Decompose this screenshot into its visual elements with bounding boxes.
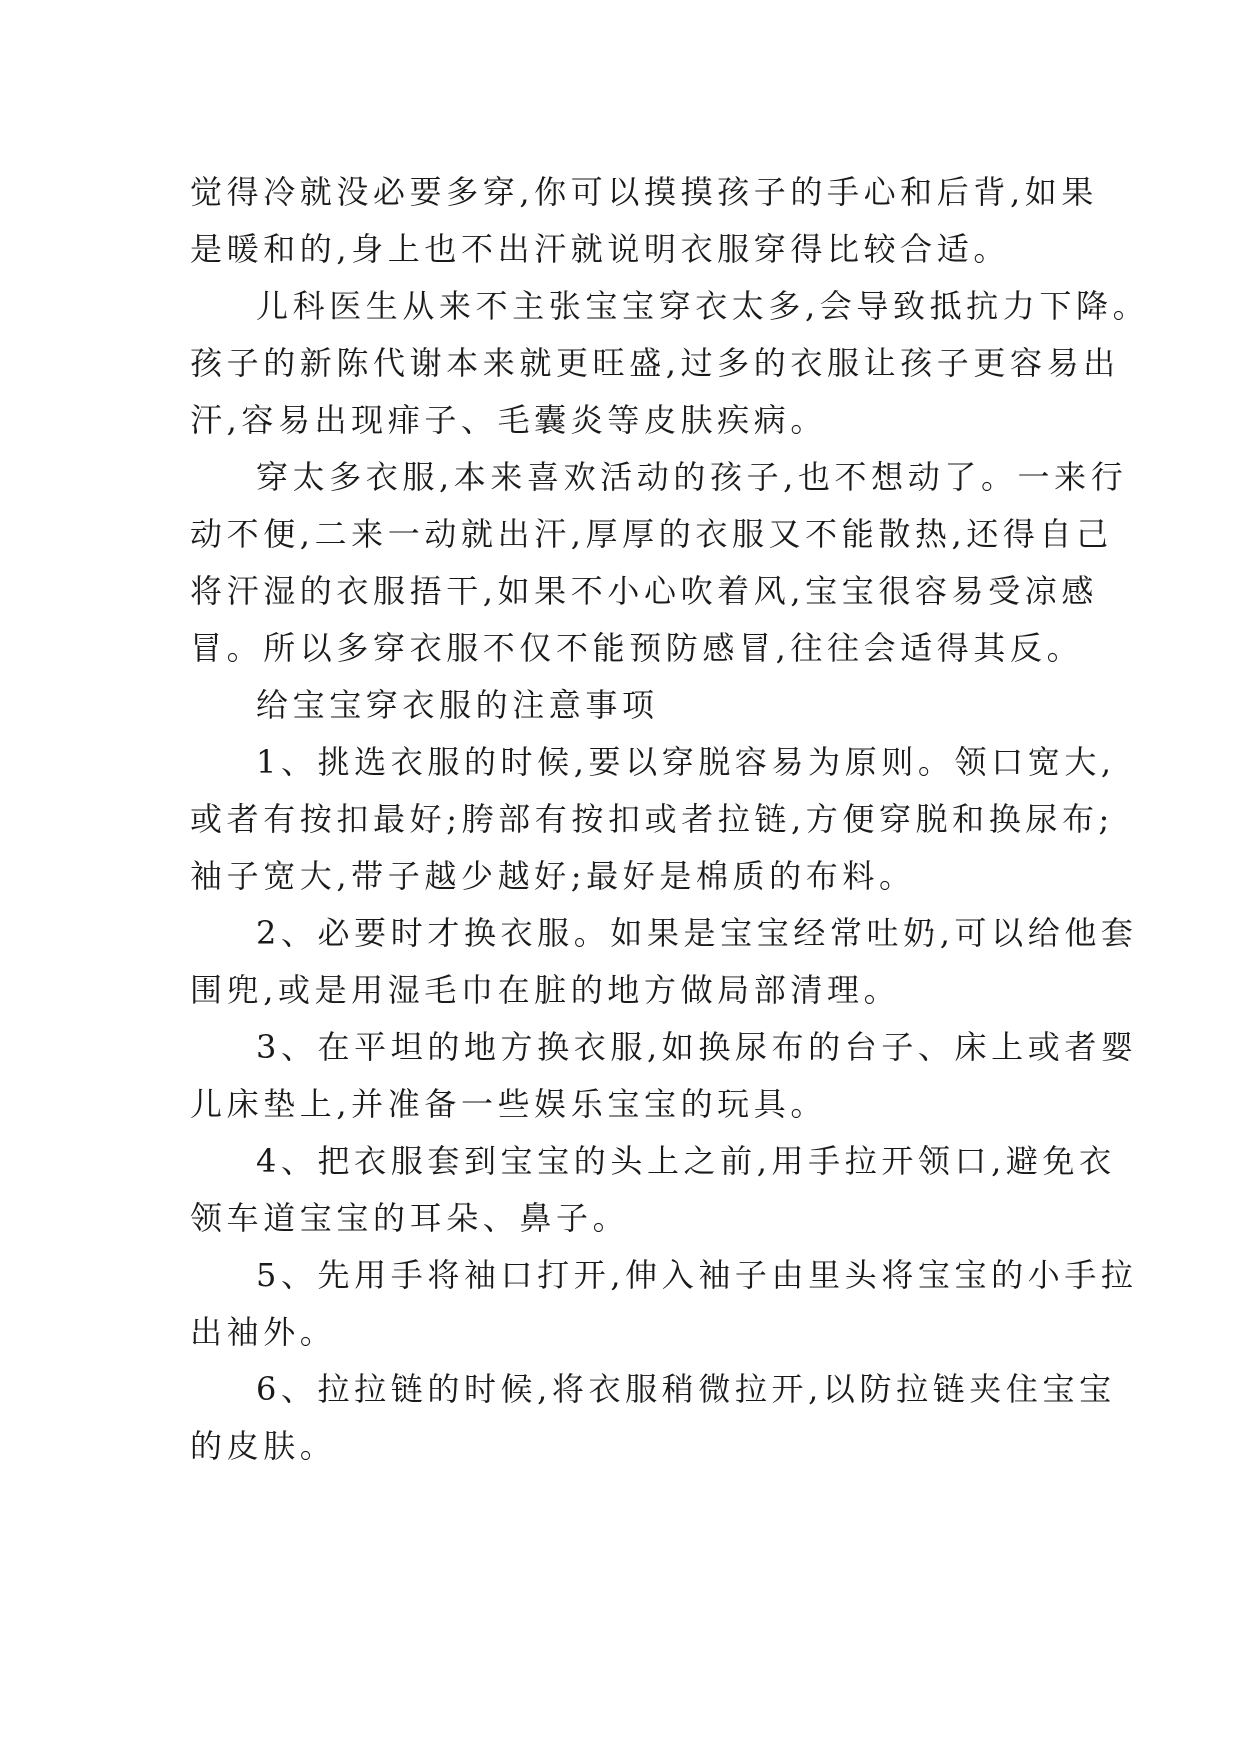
- text-line: 给宝宝穿衣服的注意事项: [256, 686, 659, 724]
- paragraph: [190, 278, 1150, 449]
- text-line: 领车道宝宝的耳朵、鼻子。: [190, 1199, 630, 1237]
- paragraph: [190, 1019, 1138, 1133]
- text-line: 冒。所以多穿衣服不仅不能预防感冒,往往会适得其反。: [190, 629, 1084, 667]
- text-line: 是暖和的,身上也不出汗就说明衣服穿得比较合适。: [190, 230, 1010, 268]
- paragraph: [190, 677, 1070, 734]
- paragraph: [190, 164, 1098, 278]
- text-line: 儿科医生从来不主张宝宝穿衣太多,会导致抵抗力下降。: [256, 287, 1150, 325]
- text-line: 孩子的新陈代谢本来就更旺盛,过多的衣服让孩子更容易出: [190, 344, 1120, 382]
- text-line: 4、把衣服套到宝宝的头上之前,用手拉开领口,避免衣: [256, 1142, 1116, 1180]
- text-line: 觉得冷就没必要多穿,你可以摸摸孩子的手心和后背,如果: [190, 173, 1098, 211]
- paragraph: [190, 905, 1138, 1019]
- paragraph: [190, 449, 1128, 677]
- text-line: 或者有按扣最好;胯部有按扣或者拉链,方便穿脱和换尿布;: [190, 800, 1114, 838]
- text-line: 出袖外。: [190, 1313, 337, 1351]
- text-line: 5、先用手将袖口打开,伸入袖子由里头将宝宝的小手拉: [256, 1256, 1138, 1294]
- paragraph: [190, 1361, 1116, 1475]
- text-line: 将汗湿的衣服捂干,如果不小心吹着风,宝宝很容易受凉感: [190, 572, 1098, 610]
- document-body: [190, 164, 1150, 1475]
- paragraph: [190, 1133, 1116, 1247]
- text-line: 3、在平坦的地方换衣服,如换尿布的台子、床上或者婴: [256, 1028, 1138, 1066]
- text-line: 儿床垫上,并准备一些娱乐宝宝的玩具。: [190, 1085, 827, 1123]
- text-line: 穿太多衣服,本来喜欢活动的孩子,也不想动了。一来行: [256, 458, 1128, 496]
- text-line: 汗,容易出现痱子、毛囊炎等皮肤疾病。: [190, 401, 827, 439]
- text-line: 1、挑选衣服的时候,要以穿脱容易为原则。领口宽大,: [256, 743, 1116, 781]
- text-line: 袖子宽大,带子越少越好;最好是棉质的布料。: [190, 857, 916, 895]
- text-line: 6、拉拉链的时候,将衣服稍微拉开,以防拉链夹住宝宝: [256, 1370, 1116, 1408]
- text-line: 动不便,二来一动就出汗,厚厚的衣服又不能散热,还得自己: [190, 515, 1113, 553]
- paragraph: [190, 734, 1116, 905]
- text-line: 2、必要时才换衣服。如果是宝宝经常吐奶,可以给他套: [256, 914, 1138, 952]
- text-line: 围兜,或是用湿毛巾在脏的地方做局部清理。: [190, 971, 901, 1009]
- paragraph: [190, 1247, 1138, 1361]
- text-line: 的皮肤。: [190, 1427, 337, 1465]
